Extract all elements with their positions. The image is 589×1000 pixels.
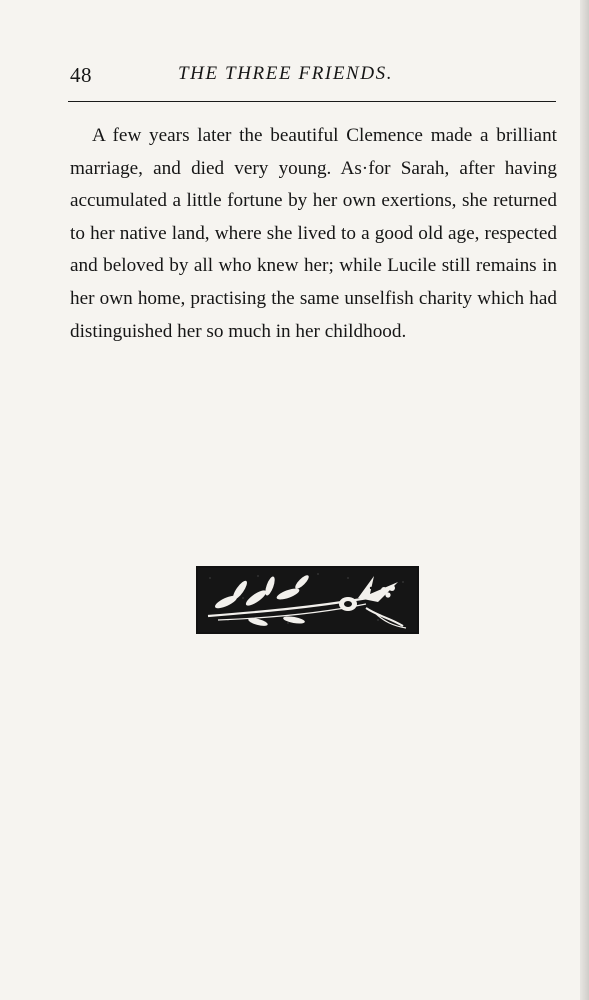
page-number: 48 xyxy=(70,63,92,87)
floral-tailpiece-icon xyxy=(196,566,419,634)
running-title: THE THREE FRIENDS. xyxy=(178,63,394,84)
header-rule xyxy=(68,101,556,102)
running-header xyxy=(68,60,556,92)
page-edge xyxy=(580,0,589,1000)
body-paragraph: A few years later the beautiful Clemence made a brilliant marriage, and died very young. As·for Sarah, after having accumulated a little fortune by her own exertions, she returned to her native land, where she lived to a good old age, respected and beloved by all who knew her; while Lucile still remains in her own home, practising the same unselfish charity which had distinguished her so much in her childhood. xyxy=(70,125,557,342)
